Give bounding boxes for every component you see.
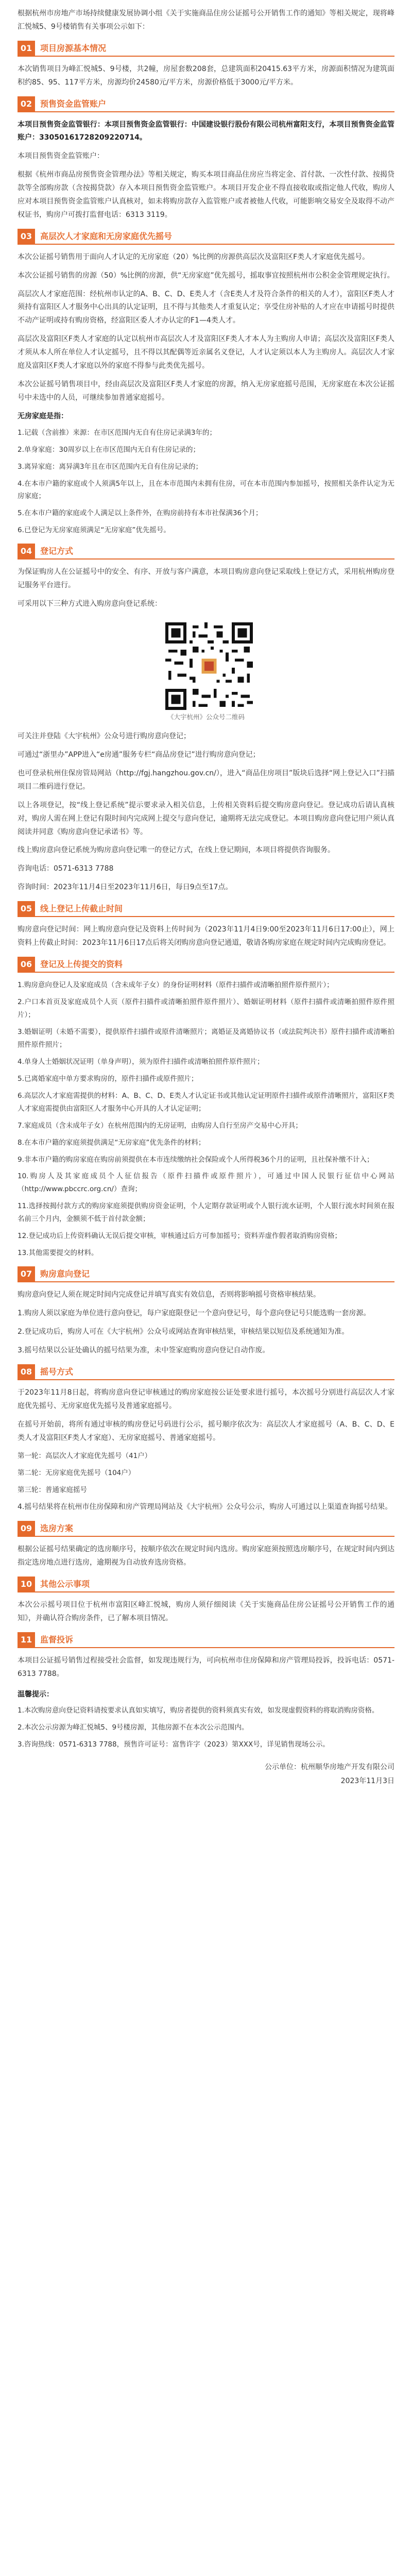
- round-item: 第一轮：高层次人才家庭优先摇号（41户）: [18, 1452, 152, 1461]
- round-item: 第二轮：无房家庭优先摇号（104户）: [18, 1469, 135, 1478]
- publish-date: 2023年11月3日: [340, 1776, 394, 1785]
- list-item: 12.登记成功后上传资料确认无误后提交审核，审核通过后方可参加摇号；资料弄虚作假者取消购房资格；: [18, 1232, 341, 1241]
- paragraph: 高层次及富阳区F类人才家庭的认定以杭州市高层次人才及富阳区F类人才本人为主购房人申请；高层次及富阳区F类人才须从本人所在单位人才认定摇号，且不得以其配偶等近亲属名义登记，人才认定须以本人为主购房人。高层次人才家庭及富阳区F类人才家庭以外的家庭不得参与此类优先摇号。: [18, 335, 394, 370]
- section-04: [18, 544, 394, 894]
- paragraph: 1.购房人须以家庭为单位进行意向登记，每户家庭限登记一个意向登记号，每个意向登记号只能选购一套房源。: [18, 1309, 371, 1318]
- section-number: 10: [18, 1577, 35, 1592]
- materials-list: [18, 979, 394, 1260]
- section-title: 预售资金监管账户: [40, 98, 107, 109]
- section-02: [18, 97, 394, 222]
- notice-item: 1.本次购房意向登记资料请按要求认真如实填写，购房者提供的资料须真实有效，如发现虚假资料的将取消购房资格。: [18, 1706, 379, 1715]
- section-09: [18, 1521, 394, 1570]
- section-header: [18, 544, 394, 560]
- notice-item: 3.咨询热线：0571-6313 7788，预售许可证号：富售许字（2023）第XXX号，详见销售现场公示。: [18, 1740, 330, 1749]
- list-item: 3.离异家庭：离异满3年且在市区范围内无自有住房记录的；: [18, 462, 202, 471]
- paragraph: 根据《杭州市商品房预售资金管理办法》等相关规定，购买本项目商品住房应当将定金、首付款、一次性付款、按揭贷款等全部购房款（含按揭贷款）存入本项目预售资金监管账户。本项目开发企业不得直接收取或指定他人代收，购房人应对本项目预售资金监管账户认真核对，如未将购房款存入监管账户或者被他人代收，可能影响交易安全及取得不动产权证书，购房户可拨打监督电话：6313 3119。: [18, 171, 394, 219]
- paragraph: 本次公证摇号销售用于面向人才认定的无房家庭（20）%比例的房源供高层次及富阳区F类人才家庭优先摇号。: [18, 252, 370, 261]
- qr-block: [18, 619, 394, 723]
- section-11: [18, 1633, 394, 1681]
- paragraph: 可关注并登陆《大宇杭州》公众号进行购房意向登记；: [18, 732, 191, 741]
- section-number: 04: [18, 544, 35, 559]
- section-number: 03: [18, 229, 35, 244]
- list-item: 3.婚姻证明（未婚不需要），提供原件扫描件或原件清晰照片；离婚证及离婚协议书（或法院判决书）原件扫描件或清晰拍照件原件照片；: [18, 1027, 394, 1049]
- section-title: 选房方案: [40, 1523, 74, 1534]
- qr-caption: 《大宇杭州》公众号二维码: [167, 713, 245, 721]
- paragraph: 本次销售项目为峰汇悦城5、9号楼，共2幢，房屋套数208套，总建筑面积20415.63平方米，房源面积情况为建筑面积约85、95、117平方米，房源均价24580元/平方米，房源价格低于3000元/平方米。: [18, 64, 394, 87]
- paragraph: 本次公示摇号项目位于杭州市富阳区峰汇悦城，购房人须仔细阅读《关于实施商品住房公证摇号公开销售工作的通知》，并确认符合购房条件，已了解本项目情况。: [18, 1601, 394, 1622]
- paragraph: 本项目公证摇号销售过程接受社会监督，如发现违规行为，可向杭州市住房保障和房产管理局投诉，投诉电话：0571-6313 7788。: [18, 1656, 394, 1678]
- notice-item: 2.本次公示房源为峰汇悦城5、9号楼房源，其他房源不在本次公示范围内。: [18, 1723, 249, 1732]
- section-header: [18, 41, 394, 57]
- section-header: [18, 1521, 394, 1537]
- consult-time: 咨询时间：2023年11月4日至2023年11月6日，每日9点至17点。: [18, 883, 233, 892]
- list-item: 9.非本市户籍的购房家庭在购房前须提供在本市连续缴纳社会保险或个人所得税36个月的证明，且社保补缴不计入；: [18, 1155, 374, 1164]
- list-item: 5.在本市户籍的家庭或个人满足以上条件外，在购房前持有本市社保满36个月；: [18, 509, 263, 518]
- publisher: 公示单位：杭州顺华房地产开发有限公司: [265, 1763, 394, 1772]
- paragraph: 线上购房意向登记系统为购房意向登记唯一的登记方式，在线上登记期间，本项目将提供咨询服务。: [18, 846, 335, 855]
- paragraph: 可采用以下三种方式进入购房意向登记系统：: [18, 600, 162, 608]
- list-item: 8.在本市户籍的家庭须提供满足“无房家庭”优先条件的材料；: [18, 1138, 205, 1147]
- section-05: [18, 902, 394, 950]
- list-item: 2.单身家庭：30周岁以上在市区范围内无自有住房记录的；: [18, 445, 200, 454]
- section-title: 高层次人才家庭和无房家庭优先摇号: [40, 231, 173, 241]
- list-item: 6.已登记为无房家庭须满足“无房家庭”优先摇号。: [18, 526, 170, 535]
- section-number: 08: [18, 1364, 35, 1380]
- section-title: 线上登记上传截止时间: [40, 904, 123, 914]
- paragraph: 4.摇号结果将在杭州市住房保障和房产管理局网站及《大宇杭州》公众号公示，购房人可通过以上渠道查询摇号结果。: [18, 1503, 392, 1512]
- section-header: [18, 1267, 394, 1282]
- section-03: [18, 229, 394, 537]
- section-06: [18, 957, 394, 1260]
- paragraph: 以上各项登记，按“线上登记系统”提示要求录入相关信息，上传相关资料后提交购房意向登记。登记成功后请认真核对，购房人需在网上登记有限时间内完成网上提交与意向登记，逾期将无法完成登记。本项目购房意向登记用户须认真阅读并同意《购房意向登记承诺书》等。: [18, 801, 394, 836]
- paragraph: 购房意向登记人须在规定时间内完成登记并填写真实有效信息，否则将影响摇号资格审核结果。: [18, 1291, 320, 1299]
- paragraph: 本次公证摇号销售的房源（50）%比例的房源，供“无房家庭”优先摇号，摇取事宜按照杭州市公积金金管理规定执行。: [18, 271, 394, 280]
- section-header: [18, 957, 394, 973]
- section-title: 项目房源基本情况: [40, 43, 107, 53]
- section-header: [18, 1577, 394, 1592]
- footer: [18, 1760, 394, 1788]
- paragraph: 根据公证摇号结果确定的选房顺序号，按顺序依次在规定时间内选房。购房家庭须按照选房顺序号，在规定时间内到达指定选房地点进行选房，逾期视为自动放弃选房资格。: [18, 1545, 394, 1567]
- section-title: 购房意向登记: [40, 1269, 90, 1279]
- consult-phone: 咨询电话：0571-6313 7788: [18, 865, 114, 873]
- list-item: 4.单身人士婚姻状况证明（单身声明），须为原件扫描件或清晰拍照件原件照片；: [18, 1057, 264, 1066]
- section-10: [18, 1577, 394, 1625]
- list-item: 1.记载（含前推）来源：在市区范围内无自有住房记录满3年的；: [18, 428, 216, 437]
- list-item: 5.已离婚家庭中单方要求购房的，原件扫描件或原件照片；: [18, 1074, 198, 1083]
- section-number: 09: [18, 1521, 35, 1536]
- section-08: [18, 1365, 394, 1514]
- list-item: 13.其他需要提交的材料。: [18, 1249, 98, 1258]
- section-number: 05: [18, 901, 35, 917]
- paragraph: 也可登录杭州住保房管局网站（http://fgj.hangzhou.gov.cn/），进入“商品住房项目”版块后选择“网上登记入口”扫描项目二维码进行登记。: [18, 769, 394, 791]
- notice-block: [18, 1688, 394, 1752]
- section-number: 07: [18, 1266, 35, 1282]
- list-item: 2.户口本首页及家庭成员个人页（原件扫描件或清晰拍照件原件照片）、婚姻证明材料（原件扫描件或清晰拍照件原件照片）；: [18, 997, 394, 1019]
- list-item: 11.选择按揭付款方式的购房家庭须提供购房资金证明，个人定期存款证明或个人银行流水证明，个人银行流水时间须在报名前三个月内，金额须不低于首付款金额；: [18, 1202, 394, 1224]
- section-title: 登记及上传提交的资料: [40, 959, 123, 969]
- section-01: [18, 41, 394, 90]
- paragraph: 为保证购房人在公证摇号中的安全、有序、开放与客户满意，本项目购房意向登记采取线上登记方式，采用杭州购房登记服务平台进行。: [18, 568, 394, 590]
- paragraph: 于2023年11月8日起，将购房意向登记审核通过的购房家庭按公证处要求进行摇号，本次摇号分别进行高层次人才家庭优先摇号、无房家庭优先摇号及普通家庭摇号。: [18, 1388, 394, 1410]
- paragraph: 本项目预售资金监管银行：本项目预售资金监管银行：中国建设银行股份有限公司杭州富阳支行，本项目预售资金监管账户：33050161728209220714。: [18, 120, 394, 142]
- round-item: 第三轮：普通家庭摇号: [18, 1486, 87, 1495]
- section-number: 11: [18, 1632, 35, 1648]
- list-item: 7.家庭成员（含未成年子女）在杭州范围内的无房证明，由购房人自行至房产交易中心开具；: [18, 1121, 302, 1130]
- no-house-title: 无房家庭是指：: [18, 412, 68, 420]
- paragraph: 在摇号开始前，将所有通过审核的购房登记号码进行公示，摇号顺序依次为：高层次人才家庭摇号（A、B、C、D、E类人才及富阳区F类人才家庭）、无房家庭摇号、普通家庭摇号。: [18, 1420, 394, 1442]
- paragraph: 2.登记成功后，购房人可在《大宇杭州》公众号或网站查询审核结果，审核结果以短信及系统通知为准。: [18, 1328, 349, 1336]
- section-title: 摇号方式: [40, 1366, 74, 1377]
- no-house-list: [18, 427, 394, 537]
- qr-code-icon[interactable]: [162, 619, 250, 707]
- paragraph: 高层次人才家庭范围：经杭州市认定的A、B、C、D、E类人才（含E类人才及符合条件的相关的人才），富阳区F类人才须持有富阳区人才服务中心出具的认定证明，且不得与其他类人才重复认定；享受住房补贴的人才应在申请摇号时提供不动产证明或持有购房资格，经富阳区委人才办认定的F1—4类人才。: [18, 290, 394, 325]
- list-item: 4.在本市户籍的家庭或个人须满5年以上，且在本市范围内未拥有住房，可在本市范围内参加摇号，按照相关条件认定为无房家庭；: [18, 479, 394, 501]
- section-header: [18, 1633, 394, 1648]
- list-item: 10.购房人及其家庭成员个人征信报告（原件扫描件或原件照片），可通过中国人民银行征信中心网站（http://www.pbccrc.org.cn/）查询；: [18, 1172, 394, 1194]
- notice-title: 温馨提示：: [18, 1690, 54, 1699]
- section-title: 其他公示事项: [40, 1579, 90, 1589]
- paragraph: 本项目预售资金监管账户：: [18, 152, 104, 161]
- list-item: 1.购房意向登记人及家庭成员（含未成年子女）的身份证明材料（原件扫描件或清晰拍照件原件照片）；: [18, 980, 334, 989]
- section-title: 监督投诉: [40, 1634, 74, 1645]
- section-number: 02: [18, 96, 35, 112]
- section-number: 06: [18, 957, 35, 972]
- section-title: 登记方式: [40, 546, 74, 556]
- section-header: [18, 1365, 394, 1380]
- paragraph: 本次公证摇号销售项目中，经由高层次及富阳区F类人才家庭的房源，纳入无房家庭摇号范围，无房家庭在本次公证摇号中未选中的人员，可继续参加普通家庭摇号。: [18, 380, 394, 402]
- intro-text: 根据杭州市房地产市场持续健康发展协调小组《关于实施商品住房公证摇号公开销售工作的通知》等相关规定，现将峰汇悦城5、9号楼销售有关事项公示如下：: [18, 9, 394, 31]
- paragraph: 3.摇号结果以公证处确认的摇号结果为准，未中签家庭购房意向登记自动作废。: [18, 1346, 270, 1354]
- section-number: 01: [18, 41, 35, 56]
- section-header: [18, 97, 394, 112]
- list-item: 6.高层次人才家庭需提供的材料：A、B、C、D、E类人才认定证书或其他认定证明原件扫描件或原件清晰照片，富阳区F类人才家庭需提供由富阳区人才服务中心开具的人才认定证明；: [18, 1091, 394, 1113]
- paragraph: 购房意向登记时间：网上购房意向登记及资料上传时间为（2023年11月4日9:00至2023年11月6日17:00止），网上资料上传截止时间：2023年11月6日17点后将关闭购房意向登记通道，敬请各购房家庭在规定时间内完成购房登记。: [18, 925, 394, 947]
- section-07: [18, 1267, 394, 1358]
- paragraph: 可通过“浙里办”APP进入“e房通”服务专栏“商品房登记”进行购房意向登记；: [18, 751, 260, 759]
- section-header: [18, 229, 394, 245]
- section-header: [18, 902, 394, 917]
